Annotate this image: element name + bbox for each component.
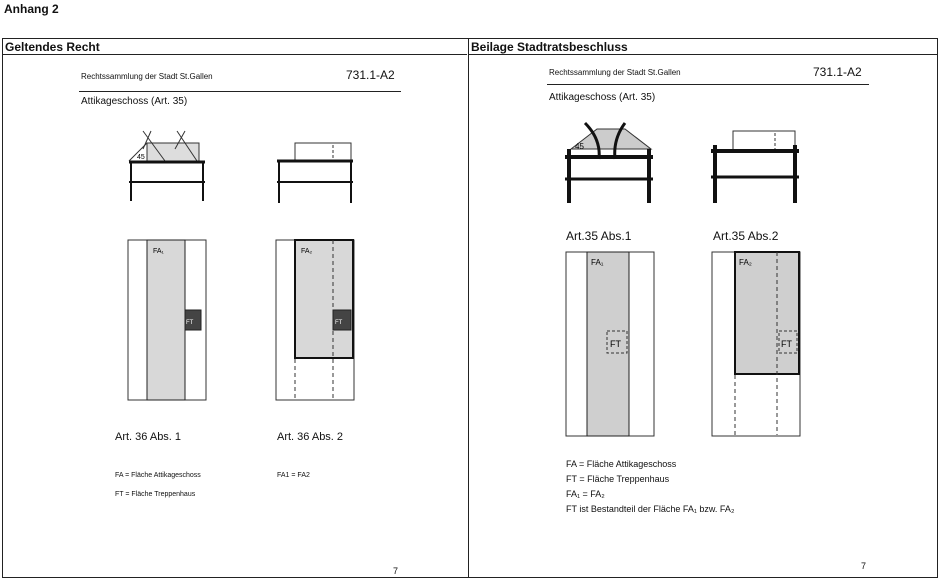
right-legend-4: FT ist Bestandteil der Fläche FA₁ bzw. FA₂ bbox=[566, 504, 735, 514]
left-fa-label: FA₁ bbox=[153, 248, 164, 255]
right-section-drawing-1 bbox=[561, 119, 657, 205]
right-page-number: 7 bbox=[861, 561, 867, 571]
right-legend-2: FT = Fläche Treppenhaus bbox=[566, 474, 670, 484]
right-caption-2: Art.35 Abs.2 bbox=[713, 229, 779, 243]
comparison-table bbox=[2, 38, 938, 578]
left-ft2-label: FT bbox=[335, 320, 343, 326]
left-legend-3: FA1 = FA2 bbox=[277, 472, 310, 479]
left-ft-label: FT bbox=[186, 320, 194, 326]
right-ft2-label: FT bbox=[781, 339, 792, 349]
right-header-rule bbox=[547, 84, 869, 85]
right-section-title: Attikageschoss (Art. 35) bbox=[549, 92, 656, 103]
left-page-number: 7 bbox=[393, 566, 399, 576]
left-code: 731.1-A2 bbox=[346, 68, 395, 82]
left-section-drawing-1 bbox=[125, 129, 215, 204]
column-divider bbox=[468, 39, 469, 577]
left-angle-label: 45 bbox=[137, 154, 145, 161]
right-plan-2 bbox=[711, 251, 803, 439]
left-collection-title: Rechtssammlung der Stadt St.Gallen bbox=[81, 72, 213, 81]
right-plan-1 bbox=[565, 251, 657, 439]
left-section-drawing-2 bbox=[275, 139, 357, 205]
right-collection-title: Rechtssammlung der Stadt St.Gallen bbox=[549, 68, 681, 77]
left-legend-1: FA = Fläche Attikageschoss bbox=[115, 472, 201, 479]
left-caption-1: Art. 36 Abs. 1 bbox=[115, 431, 182, 443]
left-header-rule bbox=[79, 91, 401, 92]
left-plan-2 bbox=[275, 239, 357, 403]
right-code: 731.1-A2 bbox=[813, 65, 862, 79]
right-legend-1: FA = Fläche Attikageschoss bbox=[566, 459, 677, 469]
left-column-header: Geltendes Recht bbox=[3, 39, 467, 55]
left-legend-2: FT = Fläche Treppenhaus bbox=[115, 491, 196, 498]
right-section-drawing-2 bbox=[709, 127, 803, 205]
annex-label: Anhang 2 bbox=[4, 2, 59, 16]
left-fa2-label: FA₂ bbox=[301, 248, 313, 255]
left-plan-1 bbox=[127, 239, 209, 403]
right-caption-1: Art.35 Abs.1 bbox=[566, 229, 632, 243]
right-ft-label: FT bbox=[610, 339, 621, 349]
right-angle-label: 45 bbox=[575, 142, 584, 151]
right-fa-label: FA₁ bbox=[591, 258, 604, 267]
left-section-title: Attikageschoss (Art. 35) bbox=[81, 96, 188, 107]
right-column-header: Beilage Stadtratsbeschluss bbox=[469, 39, 937, 55]
right-legend-3: FA₁ = FA₂ bbox=[566, 489, 605, 499]
left-caption-2: Art. 36 Abs. 2 bbox=[277, 431, 344, 443]
right-fa2-label: FA₂ bbox=[739, 258, 752, 267]
